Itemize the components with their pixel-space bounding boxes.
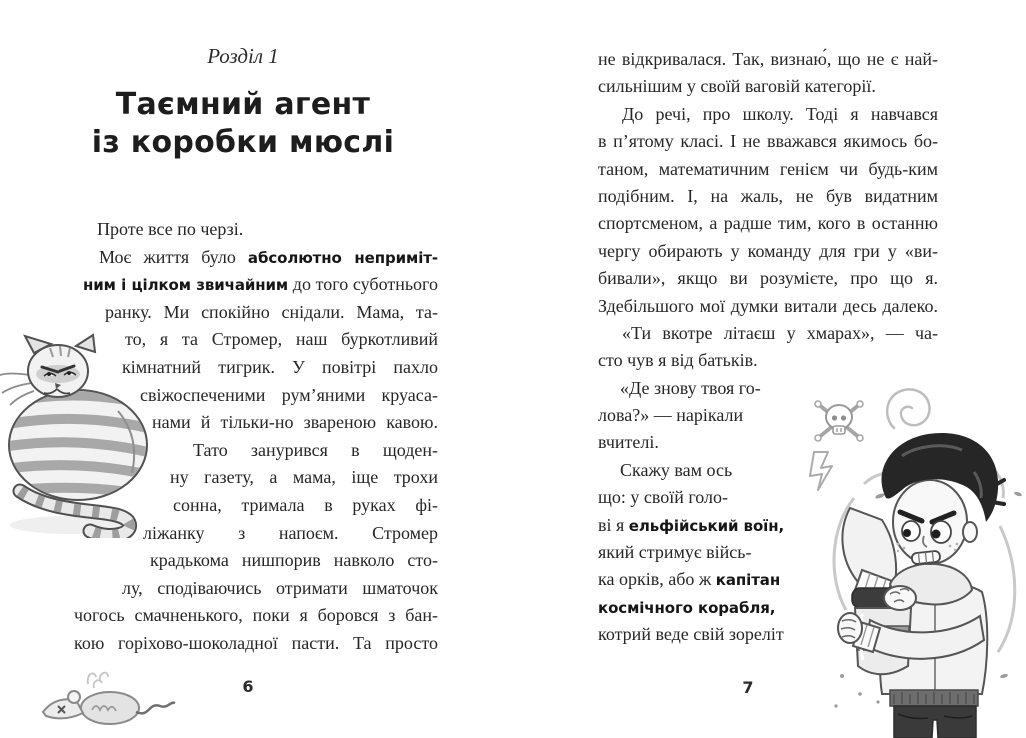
text-line: Здебільшого мої думки витали десь далеко. <box>598 295 938 316</box>
mouse-head <box>43 691 83 718</box>
text-line: бивали», якщо ви розумієте, про що я. <box>598 268 938 289</box>
text-line: кімнатний тигрик. У повітрі пахло <box>122 356 438 377</box>
mouse-body <box>81 692 139 724</box>
boy-ear <box>963 522 977 542</box>
text-line: лу, сподіваючись отримати шматочок <box>122 577 438 598</box>
text-line: сто чув я від батьків. <box>598 350 758 371</box>
text-line: свіжоспеченими рум’яними круаса- <box>140 384 438 405</box>
text-line: Проте все по черзі. <box>97 219 244 239</box>
text-line: не відкривалася. Так, визнаю́, що не є най- <box>598 49 938 69</box>
text-line: ним і цілком звичайним до того суботнього <box>83 274 438 295</box>
boy-head <box>882 433 1004 564</box>
boy-gritted-teeth <box>911 551 940 565</box>
text-line: нами й тільки-но звареною кавою. <box>152 412 438 433</box>
mouse-tail <box>136 703 175 714</box>
text-line: ранку. Ми спокійно снідали. Мама, та- <box>105 301 438 322</box>
chapter-title-line-2: із коробки мюслі <box>91 125 395 160</box>
boy-illustration <box>794 376 1026 738</box>
text-line: «Де знову твоя го- <box>620 377 761 398</box>
lightning-bolt-icon <box>810 452 832 490</box>
cat-body <box>2 390 152 500</box>
page-number-left: 6 <box>242 677 254 696</box>
text-line: чогось смачненького, поки я боровся з бан- <box>74 605 438 626</box>
text-line: ліжанку з напоєм. Стромер <box>143 522 438 543</box>
boy-pants <box>894 706 976 738</box>
cat-head <box>25 335 95 397</box>
text-line: ну газету, а мама, іще трохи <box>170 467 438 488</box>
boy-raised-arm <box>842 508 896 601</box>
mouse-fluff <box>88 673 108 688</box>
chapter-title-line-1: Таємний агент <box>115 87 371 122</box>
chapter-label: Розділ 1 <box>207 44 279 68</box>
text-line: який стримує війсь- <box>598 542 752 563</box>
text-line: Скажу вам ось <box>620 459 733 480</box>
text-line: Тато занурився в щоден- <box>193 439 438 460</box>
cat-illustration <box>0 333 152 538</box>
text-line: чергу обирають у команду для гри у «ви- <box>598 240 938 261</box>
spiral-doodle-icon <box>887 389 929 428</box>
text-line: ві я ельфійський воїн, <box>598 514 785 535</box>
chapter-title <box>43 86 443 162</box>
text-line: Моє життя було абсолютно непримiт- <box>99 246 438 267</box>
text-line: спортсменом, а радше тим, кого в останню <box>598 213 938 234</box>
text-line: сильнішим у своїй ваговій категорії. <box>598 76 876 97</box>
mouse-illustration <box>36 668 176 728</box>
text-line: таном, математичним генієм чи будь-ким <box>598 158 938 179</box>
text-line: «Ти вкотре літаєш у хмарах», — ча- <box>622 322 938 343</box>
text-line: в п’ятому класі. І не вважався якимось бо- <box>598 131 938 152</box>
text-line: крадькома нишпорив навколо сто- <box>150 550 438 571</box>
text-line: котрий веде свій зореліт <box>598 624 784 645</box>
boy-fist-on-lid <box>884 586 916 610</box>
text-line: До речі, про школу. Тоді я навчався <box>622 103 938 124</box>
text-line: подібним. І, на жаль, не був видатним <box>598 185 938 206</box>
text-line: що: у своїй голо- <box>598 487 729 508</box>
text-line: ка орків, або ж капітан <box>598 569 781 590</box>
text-line: сонна, тримала в руках фі- <box>173 494 438 515</box>
page-number-right: 7 <box>742 678 754 697</box>
text-line: кою горіхово-шоколадної пасти. Та просто <box>74 632 438 653</box>
skull-crossbones-icon <box>815 401 863 441</box>
text-line: космічного корабля, <box>598 598 776 617</box>
text-line: лова?» — нарікали <box>598 405 744 426</box>
text-line: вчителі. <box>598 432 659 453</box>
text-line: то, я та Стромер, наш буркотливий <box>125 329 438 350</box>
